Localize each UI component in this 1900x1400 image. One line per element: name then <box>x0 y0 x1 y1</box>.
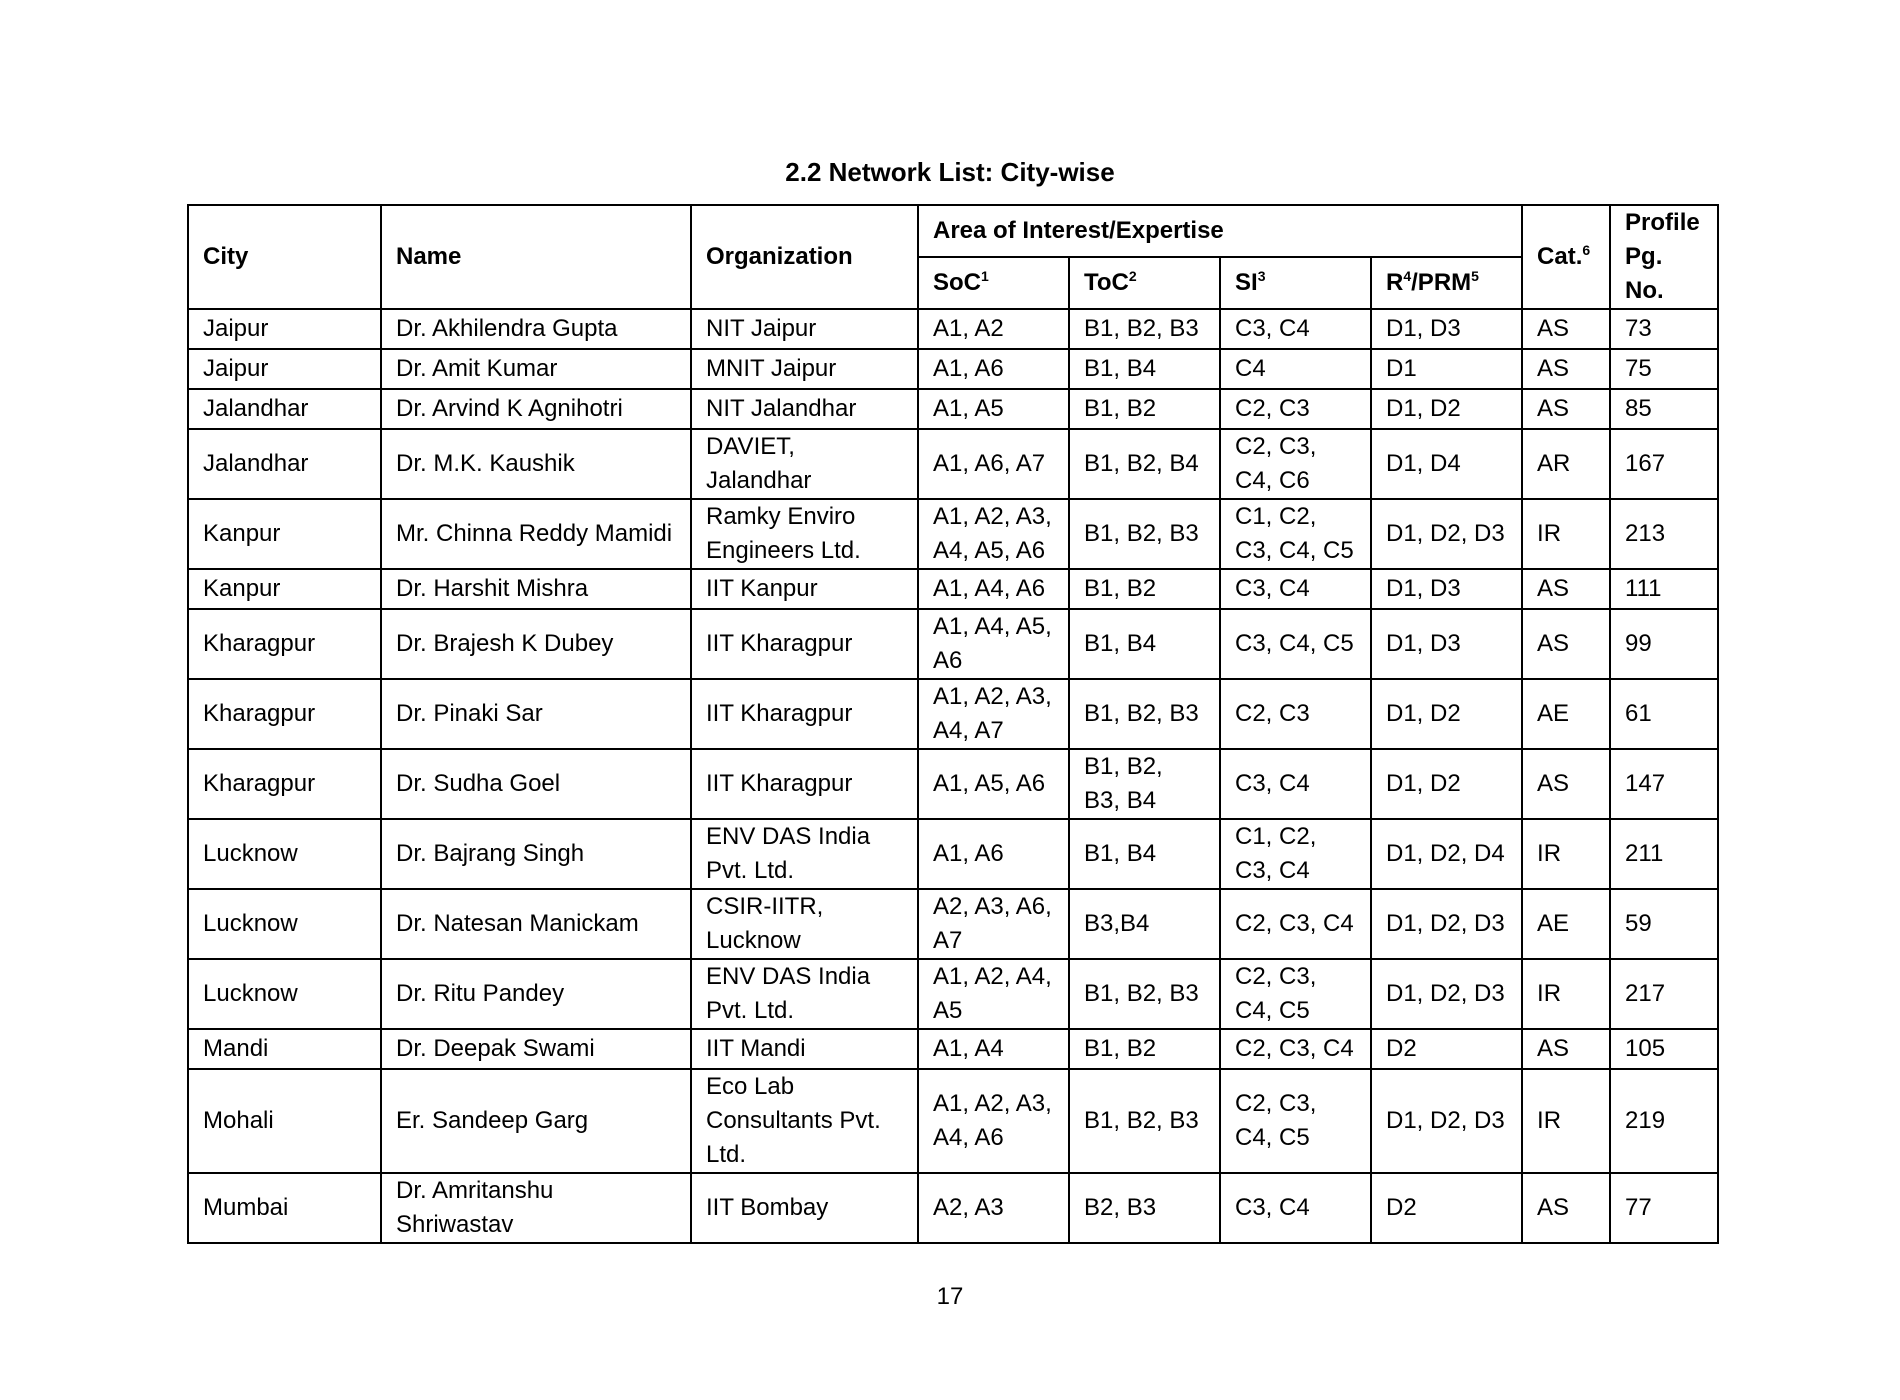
header-soc-label: SoC <box>933 269 981 296</box>
header-area-of-interest: Area of Interest/Expertise <box>918 205 1522 257</box>
cell-name: Dr. Amritanshu Shriwastav <box>381 1173 691 1243</box>
cell-toc: B1, B2, B3, B4 <box>1069 749 1220 819</box>
cell-name: Dr. Harshit Mishra <box>381 569 691 609</box>
cell-profile-page: 219 <box>1610 1069 1718 1173</box>
cell-r-prm: D1, D2, D4 <box>1371 819 1522 889</box>
cell-cat: AS <box>1522 749 1610 819</box>
footnote-marker: 1 <box>981 268 989 284</box>
table-row <box>188 1029 1718 1069</box>
cell-city: Lucknow <box>188 889 381 959</box>
cell-name: Dr. Amit Kumar <box>381 349 691 389</box>
table-row <box>188 609 1718 679</box>
cell-toc: B1, B2, B4 <box>1069 429 1220 499</box>
header-toc <box>1069 257 1220 309</box>
cell-soc: A1, A5, A6 <box>918 749 1069 819</box>
cell-r-prm: D1, D2, D3 <box>1371 959 1522 1029</box>
cell-si: C2, C3 <box>1220 389 1371 429</box>
cell-soc: A2, A3, A6, A7 <box>918 889 1069 959</box>
cell-r-prm: D2 <box>1371 1173 1522 1243</box>
cell-city: Lucknow <box>188 959 381 1029</box>
cell-city: Jaipur <box>188 309 381 349</box>
cell-r-prm: D1, D2 <box>1371 389 1522 429</box>
cell-name: Dr. Akhilendra Gupta <box>381 309 691 349</box>
header-si-label: SI <box>1235 269 1258 296</box>
cell-organization: ENV DAS India Pvt. Ltd. <box>691 819 918 889</box>
table-row <box>188 749 1718 819</box>
cell-organization: IIT Kharagpur <box>691 679 918 749</box>
table-row <box>188 679 1718 749</box>
cell-city: Kanpur <box>188 499 381 569</box>
cell-organization: NIT Jalandhar <box>691 389 918 429</box>
cell-soc: A1, A2, A4, A5 <box>918 959 1069 1029</box>
cell-city: Jalandhar <box>188 389 381 429</box>
header-profile-page <box>1610 205 1718 309</box>
cell-cat: AS <box>1522 389 1610 429</box>
cell-profile-page: 167 <box>1610 429 1718 499</box>
cell-toc: B3,B4 <box>1069 889 1220 959</box>
header-row <box>188 205 1718 257</box>
cell-profile-page: 75 <box>1610 349 1718 389</box>
cell-toc: B1, B2, B3 <box>1069 499 1220 569</box>
cell-cat: AS <box>1522 1173 1610 1243</box>
cell-name: Dr. Sudha Goel <box>381 749 691 819</box>
cell-profile-page: 99 <box>1610 609 1718 679</box>
header-profile-line2: Pg. No. <box>1625 243 1664 304</box>
cell-name: Dr. Arvind K Agnihotri <box>381 389 691 429</box>
cell-city: Jalandhar <box>188 429 381 499</box>
cell-name: Dr. Pinaki Sar <box>381 679 691 749</box>
cell-city: Kharagpur <box>188 679 381 749</box>
cell-city: Mohali <box>188 1069 381 1173</box>
cell-cat: IR <box>1522 959 1610 1029</box>
cell-profile-page: 213 <box>1610 499 1718 569</box>
cell-organization: MNIT Jaipur <box>691 349 918 389</box>
cell-profile-page: 77 <box>1610 1173 1718 1243</box>
cell-cat: AS <box>1522 609 1610 679</box>
cell-si: C3, C4 <box>1220 309 1371 349</box>
cell-organization: IIT Kharagpur <box>691 609 918 679</box>
table-row <box>188 1173 1718 1243</box>
cell-si: C1, C2, C3, C4 <box>1220 819 1371 889</box>
page-number: 17 <box>936 1283 964 1310</box>
footnote-marker: 5 <box>1471 268 1479 284</box>
cell-profile-page: 105 <box>1610 1029 1718 1069</box>
cell-toc: B1, B4 <box>1069 819 1220 889</box>
footnote-marker: 2 <box>1128 268 1137 284</box>
cell-name: Dr. Brajesh K Dubey <box>381 609 691 679</box>
cell-toc: B1, B2 <box>1069 389 1220 429</box>
cell-name: Dr. Deepak Swami <box>381 1029 691 1069</box>
cell-toc: B1, B4 <box>1069 609 1220 679</box>
table-row <box>188 959 1718 1029</box>
cell-toc: B1, B2 <box>1069 569 1220 609</box>
cell-organization: IIT Mandi <box>691 1029 918 1069</box>
cell-profile-page: 73 <box>1610 309 1718 349</box>
table-row <box>188 429 1718 499</box>
cell-soc: A1, A4, A5, A6 <box>918 609 1069 679</box>
cell-soc: A1, A6 <box>918 349 1069 389</box>
cell-soc: A1, A4, A6 <box>918 569 1069 609</box>
cell-profile-page: 217 <box>1610 959 1718 1029</box>
cell-cat: AE <box>1522 679 1610 749</box>
network-table <box>187 204 1719 1244</box>
cell-r-prm: D1 <box>1371 349 1522 389</box>
cell-si: C2, C3, C4 <box>1220 889 1371 959</box>
cell-organization: Eco Lab Consultants Pvt. Ltd. <box>691 1069 918 1173</box>
cell-soc: A2, A3 <box>918 1173 1069 1243</box>
table-body <box>188 309 1718 1243</box>
table-row <box>188 389 1718 429</box>
cell-profile-page: 61 <box>1610 679 1718 749</box>
page-title: 2.2 Network List: City-wise <box>785 157 1115 187</box>
header-toc-label: ToC <box>1084 269 1129 296</box>
cell-city: Lucknow <box>188 819 381 889</box>
header-profile-line1: Profile <box>1625 209 1700 236</box>
cell-cat: AE <box>1522 889 1610 959</box>
cell-profile-page: 147 <box>1610 749 1718 819</box>
cell-cat: IR <box>1522 499 1610 569</box>
cell-profile-page: 211 <box>1610 819 1718 889</box>
cell-name: Dr. M.K. Kaushik <box>381 429 691 499</box>
cell-soc: A1, A4 <box>918 1029 1069 1069</box>
cell-organization: DAVIET, Jalandhar <box>691 429 918 499</box>
cell-organization: IIT Kharagpur <box>691 749 918 819</box>
header-organization: Organization <box>691 205 918 309</box>
cell-r-prm: D1, D4 <box>1371 429 1522 499</box>
cell-cat: IR <box>1522 1069 1610 1173</box>
cell-name: Dr. Natesan Manickam <box>381 889 691 959</box>
table-row <box>188 309 1718 349</box>
cell-cat: IR <box>1522 819 1610 889</box>
cell-si: C2, C3, C4, C6 <box>1220 429 1371 499</box>
cell-profile-page: 111 <box>1610 569 1718 609</box>
cell-organization: Ramky Enviro Engineers Ltd. <box>691 499 918 569</box>
cell-city: Kanpur <box>188 569 381 609</box>
cell-name: Mr. Chinna Reddy Mamidi <box>381 499 691 569</box>
cell-toc: B1, B2 <box>1069 1029 1220 1069</box>
cell-si: C2, C3, C4, C5 <box>1220 959 1371 1029</box>
cell-cat: AR <box>1522 429 1610 499</box>
cell-city: Mandi <box>188 1029 381 1069</box>
footnote-marker: 6 <box>1582 242 1591 258</box>
header-cat-label: Cat. <box>1537 243 1583 270</box>
cell-soc: A1, A2, A3, A4, A6 <box>918 1069 1069 1173</box>
cell-soc: A1, A2 <box>918 309 1069 349</box>
cell-city: Kharagpur <box>188 749 381 819</box>
header-soc <box>918 257 1069 309</box>
cell-si: C3, C4 <box>1220 569 1371 609</box>
cell-name: Dr. Bajrang Singh <box>381 819 691 889</box>
cell-name: Er. Sandeep Garg <box>381 1069 691 1173</box>
header-prm-label: /PRM <box>1411 269 1472 296</box>
cell-r-prm: D2 <box>1371 1029 1522 1069</box>
cell-si: C2, C3, C4 <box>1220 1029 1371 1069</box>
cell-r-prm: D1, D2 <box>1371 749 1522 819</box>
cell-si: C3, C4 <box>1220 749 1371 819</box>
cell-r-prm: D1, D2, D3 <box>1371 889 1522 959</box>
cell-soc: A1, A6 <box>918 819 1069 889</box>
cell-profile-page: 85 <box>1610 389 1718 429</box>
cell-toc: B1, B2, B3 <box>1069 679 1220 749</box>
cell-city: Jaipur <box>188 349 381 389</box>
cell-soc: A1, A2, A3, A4, A7 <box>918 679 1069 749</box>
cell-city: Kharagpur <box>188 609 381 679</box>
table-row <box>188 499 1718 569</box>
cell-toc: B1, B2, B3 <box>1069 309 1220 349</box>
cell-r-prm: D1, D3 <box>1371 609 1522 679</box>
header-si <box>1220 257 1371 309</box>
cell-toc: B1, B2, B3 <box>1069 1069 1220 1173</box>
table-row <box>188 889 1718 959</box>
cell-r-prm: D1, D2 <box>1371 679 1522 749</box>
cell-si: C1, C2, C3, C4, C5 <box>1220 499 1371 569</box>
footnote-marker: 3 <box>1257 268 1266 284</box>
cell-cat: AS <box>1522 569 1610 609</box>
cell-si: C4 <box>1220 349 1371 389</box>
cell-si: C2, C3, C4, C5 <box>1220 1069 1371 1173</box>
cell-r-prm: D1, D3 <box>1371 309 1522 349</box>
cell-soc: A1, A2, A3, A4, A5, A6 <box>918 499 1069 569</box>
cell-cat: AS <box>1522 1029 1610 1069</box>
footnote-marker: 4 <box>1403 268 1412 284</box>
cell-r-prm: D1, D2, D3 <box>1371 1069 1522 1173</box>
cell-toc: B2, B3 <box>1069 1173 1220 1243</box>
cell-city: Mumbai <box>188 1173 381 1243</box>
header-name: Name <box>381 205 691 309</box>
cell-toc: B1, B2, B3 <box>1069 959 1220 1029</box>
cell-name: Dr. Ritu Pandey <box>381 959 691 1029</box>
cell-cat: AS <box>1522 349 1610 389</box>
cell-organization: IIT Bombay <box>691 1173 918 1243</box>
cell-r-prm: D1, D3 <box>1371 569 1522 609</box>
header-r-label: R <box>1386 269 1404 296</box>
table-row <box>188 569 1718 609</box>
cell-si: C3, C4 <box>1220 1173 1371 1243</box>
cell-organization: CSIR-IITR, Lucknow <box>691 889 918 959</box>
header-cat <box>1522 205 1610 309</box>
cell-r-prm: D1, D2, D3 <box>1371 499 1522 569</box>
cell-profile-page: 59 <box>1610 889 1718 959</box>
table-row <box>188 1069 1718 1173</box>
table-row <box>188 819 1718 889</box>
cell-organization: IIT Kanpur <box>691 569 918 609</box>
cell-si: C3, C4, C5 <box>1220 609 1371 679</box>
cell-organization: ENV DAS India Pvt. Ltd. <box>691 959 918 1029</box>
table-row <box>188 349 1718 389</box>
cell-soc: A1, A6, A7 <box>918 429 1069 499</box>
cell-toc: B1, B4 <box>1069 349 1220 389</box>
cell-organization: NIT Jaipur <box>691 309 918 349</box>
cell-soc: A1, A5 <box>918 389 1069 429</box>
cell-si: C2, C3 <box>1220 679 1371 749</box>
header-city: City <box>188 205 381 309</box>
cell-cat: AS <box>1522 309 1610 349</box>
header-r-prm <box>1371 257 1522 309</box>
